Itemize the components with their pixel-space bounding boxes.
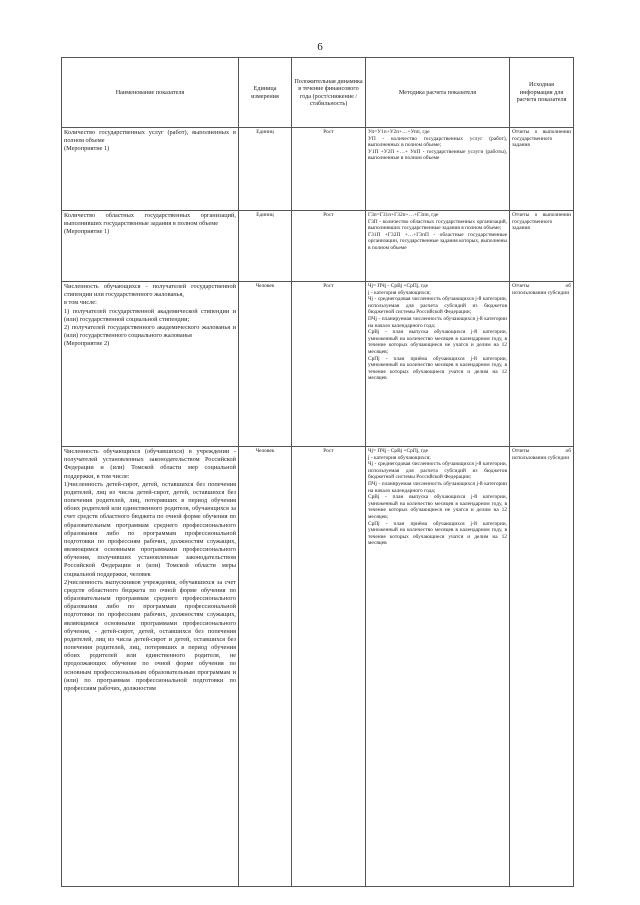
table-header-row (62, 58, 574, 128)
method-cell: Уп=У1п+У2п+…+Упп, где УП - количество государственных услуг (работ), выполненных в полном объеме; У1П +У2П +…+ УпП - государственные услуги (работы), выполненные в полном объеме (366, 128, 510, 211)
unit-cell: Единиц (239, 128, 292, 211)
indicator-name-cell: Численность обучающихся (обучавшихся) в учреждении - получателей установленных законодательством Российской Федерации и (или) Томской области мер социальной поддержки, в том числе: 1)численность детей-сирот, детей, оставшихся без попечения родителей, лиц из числа детей-сирот, детей, оставшихся без попечения родителей, лиц, потерявших в период обучения обоих родителей или единственного родителя, обучающихся за счет средств областного бюджета по очной форме обучения по образовательным программам среднего профессионального образования либо по программам профессиональной подготовки по профессиям рабочих, должностям служащих, являющимся основными программами профессионального обучения, получивших установленные законодательством Российской Федерации и (или) Томской области меры социальной поддержки, человек 2)численность выпускников учреждения, обучавшихся за счет средств областного бюджета по очной форме обучения по образовательным программам среднего профессионального образования либо по программам профессиональной подготовки по профессиям рабочих, должностям служащих, являющимся основными программами профессионального обучения, - детей-сирот, детей, оставшихся без попечения родителей, лиц из числа детей-сирот и детей, оставшихся без попечения родителей, лиц, потерявших в период обучения обоих родителей или единственного родителя, не продолжающих обучение по очной форме обучения по основным профессиональным образовательным программам и (или) по программам профессиональной подготовки по профессиям рабочих, должностям (62, 447, 239, 887)
indicators-table (61, 57, 574, 887)
indicator-name-cell: Численность обучающихся - получателей государственной стипендии или государственного жалованья, в том числе: 1) получателей государственной академической стипендии и (или) государственной социальной стипендии; 2) получателей государственного академического жалованья и (или) государственного социального жалованья (Мероприятие 2) (62, 282, 239, 447)
unit-cell: Человек (239, 447, 292, 887)
page-number: 6 (317, 41, 323, 53)
table-row (62, 282, 574, 447)
source-cell: Отчеты об использовании субсидии (510, 282, 574, 447)
method-cell: Г3п=Г31п+Г32п+…+Г3пп, где Г3П - количество областных государственных организаций, выполнивших государственные задания в полном объеме; Г31П +Г32П +…+Г3пП - областные государственные организации, государственные задания которых, выполнены в полном объеме (366, 211, 510, 282)
indicator-name-cell: Количество областных государственных организаций, выполнивших государственные задания в полном объеме (Мероприятие 1) (62, 211, 239, 282)
indicator-name-cell: Количество государственных услуг (работ), выполненных в полном объеме (Мероприятие 1) (62, 128, 239, 211)
unit-cell: Единиц (239, 211, 292, 282)
header-dynamic: Положительная динамика в течение финансового года (рост/снижение /стабильность) (292, 58, 366, 128)
header-method: Методика расчета показателя (366, 58, 510, 128)
table-row (62, 447, 574, 887)
source-cell: Отчеты об использовании субсидии (510, 447, 574, 887)
unit-cell: Человек (239, 282, 292, 447)
source-cell: Отчеты о выполнении государственного задания (510, 211, 574, 282)
dynamic-cell: Рост (292, 447, 366, 887)
header-indicator-name: Наименование показателя (62, 58, 239, 128)
dynamic-cell: Рост (292, 128, 366, 211)
table-row (62, 128, 574, 211)
dynamic-cell: Рост (292, 211, 366, 282)
header-unit: Единица измерения (239, 58, 292, 128)
table-row (62, 211, 574, 282)
method-cell: Чj= ПЧj - СрВj +СрПj, где j - категория обучающихся; Чj - среднегодовая численность обучающихся j-й категории, используемая для расчета субсидий из бюджетов бюджетной системы Российской Федерации; ПЧj - планируемая численность обучающихся j-й категории на начало календарного года; СрВj - план выпуска обучающихся j-й категории, умноженный на количество месяцев в календарном году, в течение которых обучающиеся не учатся и делим на 12 месяцев; СрПj - план приёма обучающихся j-й категории, умноженный на количество месяцев в календарном году, в течение которых обучающиеся учатся и делим на 12 месяцев (366, 282, 510, 447)
method-cell: Чj= ПЧj - СрВj +СрПj, где j - категория обучающихся; Чj - среднегодовая численность обучающихся j-й категории, используемая для расчета субсидий из бюджетов бюджетной системы Российской Федерации; ПЧj - планируемая численность обучающихся j-й категории на начало календарного года; СрВj - план выпуска обучающихся j-й категории, умноженный на количество месяцев в календарном году, в течение которых обучающиеся не учатся и делим на 12 месяцев; СрПj - план приёма обучающихся j-й категории, умноженный на количество месяцев в календарном году, в течение которых обучающиеся учатся и делим на 12 месяцев (366, 447, 510, 887)
dynamic-cell: Рост (292, 282, 366, 447)
source-cell: Отчеты о выполнении государственного задания (510, 128, 574, 211)
header-source: Исходная информация для расчета показателя (510, 58, 574, 128)
